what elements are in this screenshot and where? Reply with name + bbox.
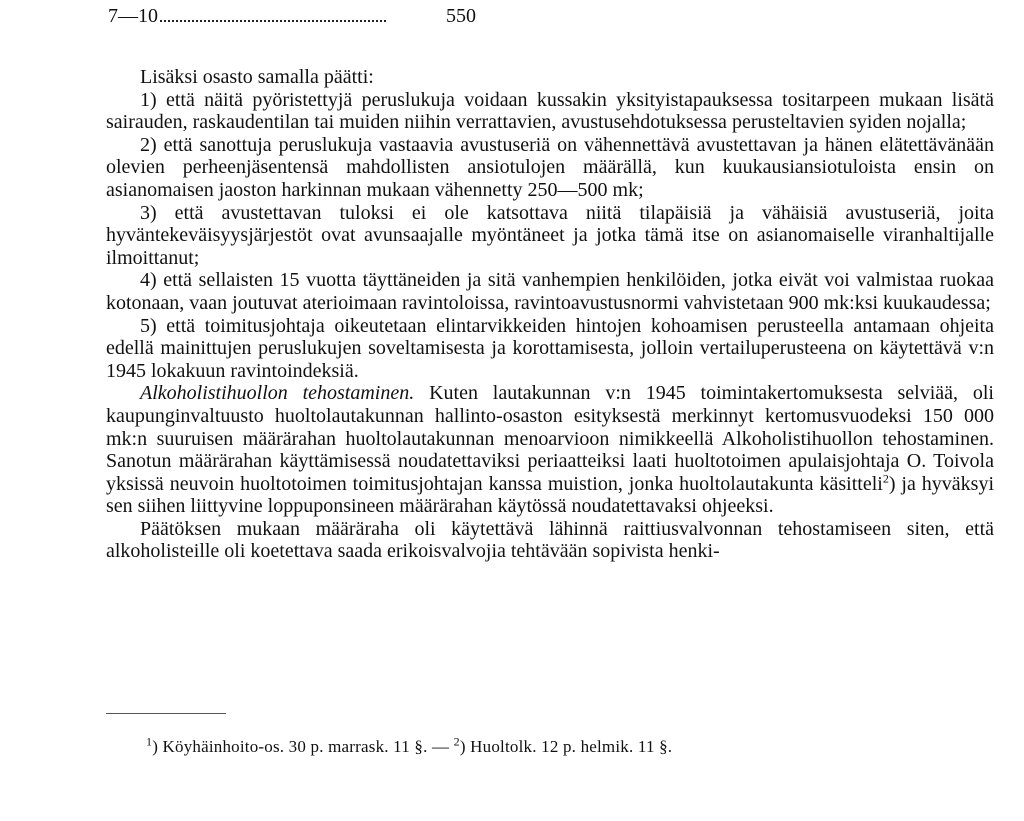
- table-row: [108, 4, 476, 28]
- list-item-5: 5) että toimitusjohtaja oikeutetaan elintarvikkeiden hintojen kohoamisen perusteella antamaan ohjeita edellä mainittujen peruslukujen soveltamisesta ja korottamisesta, jolloin vertailuperusteena on käytettävä v:n 1945 lokakuun ravintoindeksiä.: [106, 314, 994, 382]
- footnote-text-1: ) Köyhäinhoito-os. 30 p. marrask. 11 §. —: [152, 737, 454, 756]
- table-row-label: 7—10: [108, 5, 158, 27]
- alcohol-care-paragraph: [106, 382, 994, 518]
- footnote-text-2: ) Huoltolk. 12 p. helmik. 11 §.: [459, 737, 673, 756]
- list-item-1: 1) että näitä pyöristettyjä peruslukuja voidaan kussakin yksityistapauksessa tositarpeen mukaan lisätä sairauden, raskaudentilan tai muiden niihin verrattavien, avustusehdotuksessa perusteltavien syiden nojalla;: [106, 88, 994, 134]
- footnotes: [146, 736, 672, 758]
- section-heading: Alkoholistihuollon tehostaminen.: [140, 382, 415, 405]
- footnote-divider: [106, 713, 226, 714]
- footnote-marker-2: 2: [453, 734, 460, 749]
- list-item-3: 3) että avustettavan tuloksi ei ole katsottava niitä tilapäisiä ja vähäisiä avustuseriä, joita hyväntekeväisyysjärjestöt ovat avunsaajalle myöntäneet ja jotka tämä itse on asianomaiselle viranhaltijalle ilmoittanut;: [106, 201, 994, 269]
- list-item-4: 4) että sellaisten 15 vuotta täyttäneiden ja sitä vanhempien henkilöiden, jotka eivät voi valmistaa ruokaa kotonaan, vaan joutuvat aterioimaan ravintoloissa, ravintoavustusnormi vahvistetaan 900 mk:ksi kuukaudessa;: [106, 269, 994, 314]
- intro-paragraph: Lisäksi osasto samalla päätti:: [140, 66, 374, 88]
- body-text: [106, 66, 994, 563]
- alcohol-care-text-b: ) ja hyväksyi sen siihen liittyvine loppuponsineen määrärahan käytössä noudatettavaksi ohjeeksi.: [106, 472, 995, 518]
- decision-paragraph: Päätöksen mukaan määräraha oli käytettävä lähinnä raittiusvalvonnan tehostamiseen siten, että alkoholisteille oli koetettava saada erikoisvalvojia tehtävään sopivista henki-: [106, 517, 994, 563]
- footnote-ref-2: 2: [882, 471, 889, 486]
- alcohol-care-text-a: Kuten lautakunnan v:n 1945 toimintakertomuksesta selviää, oli kaupunginvaltuusto huoltolautakunnan hallinto-osaston esityksestä merkinnyt kertomusvuodeksi 150 000 mk:n suuruisen määrärahan huoltolautakunnan menoarvioon nimikkeellä Alkoholistihuollon tehostaminen. Sanotun määrärahan käyttämisessä noudatettaviksi periaatteiksi laati huoltotoimen apulaisjohtaja O. Toivola yksissä neuvoin huoltotoimen toimitusjohtajan kanssa muistion, jonka huoltolautakunta käsitteli: [106, 382, 994, 495]
- footnote-marker-1: 1: [146, 734, 153, 749]
- dot-leader: [160, 20, 386, 22]
- list-item-2: 2) että sanottuja peruslukuja vastaavia avustuseriä on vähennettävä avustettavan ja hänen elätettävänään olevien perheenjäsentensä mahdollisten ansiotulojen määrällä, kun kuukausiansiotuloista ensin on asianomaisen jaoston harkinnan mukaan vähennetty 250—500 mk;: [106, 133, 994, 201]
- table-row-value: 550: [446, 5, 476, 27]
